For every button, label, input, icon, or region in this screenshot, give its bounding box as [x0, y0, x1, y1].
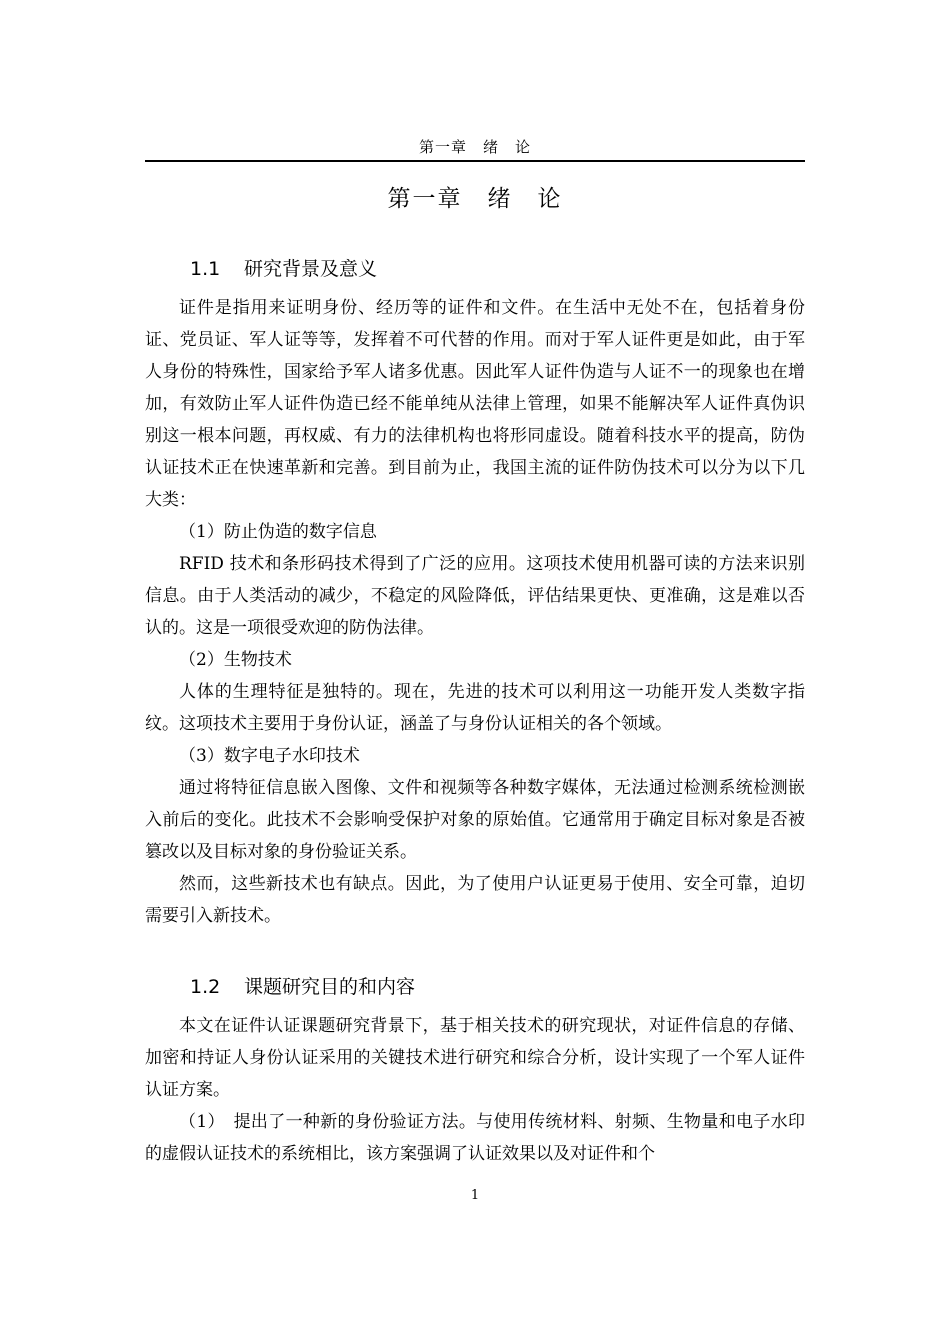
list-heading: （1）防止伪造的数字信息	[179, 522, 377, 542]
section-title: 研究背景及意义	[244, 258, 378, 280]
running-header: 第一章 绪 论	[418, 138, 531, 156]
section-heading-1-2	[190, 972, 415, 999]
paragraph: 人体的生理特征是独特的。现在，先进的技术可以利用这一功能开发人类数字指纹。这项技术主要用于身份认证，涵盖了与身份认证相关的各个领域。	[145, 682, 805, 734]
section-number: 1.2	[190, 976, 221, 998]
paragraph: 本文在证件认证课题研究背景下，基于相关技术的研究现状，对证件信息的存储、加密和持证人身份认证采用的关键技术进行研究和综合分析，设计实现了一个军人证件认证方案。	[145, 1016, 805, 1100]
section-title: 课题研究目的和内容	[244, 976, 416, 998]
page-number: 1	[470, 1188, 480, 1203]
header-rule	[145, 160, 805, 162]
paragraph: 然而，这些新技术也有缺点。因此，为了使用户认证更易于使用、安全可靠，迫切需要引入新技术。	[145, 874, 805, 926]
section-1-1-body	[145, 292, 805, 932]
list-heading: （2）生物技术	[179, 650, 292, 670]
paragraph: （1） 提出了一种新的身份验证方法。与使用传统材料、射频、生物量和电子水印的虚假认证技术的系统相比，该方案强调了认证效果以及对证件和个	[145, 1112, 805, 1164]
paragraph: RFID 技术和条形码技术得到了广泛的应用。这项技术使用机器可读的方法来识别信息。由于人类活动的减少，不稳定的风险降低，评估结果更快、更准确，这是难以否认的。这是一项很受欢迎的防伪法律。	[145, 554, 805, 638]
section-number: 1.1	[190, 258, 221, 280]
section-heading-1-1	[190, 254, 377, 281]
paragraph: 通过将特征信息嵌入图像、文件和视频等各种数字媒体，无法通过检测系统检测嵌入前后的变化。此技术不会影响受保护对象的原始值。它通常用于确定目标对象是否被篡改以及目标对象的身份验证关系。	[145, 778, 805, 862]
section-1-2-body	[145, 1010, 805, 1170]
list-heading: （3）数字电子水印技术	[179, 746, 360, 766]
chapter-title: 第一章 绪 论	[387, 186, 563, 212]
paragraph: 证件是指用来证明身份、经历等的证件和文件。在生活中无处不在，包括着身份证、党员证、军人证等等，发挥着不可代替的作用。而对于军人证件更是如此，由于军人身份的特殊性，国家给予军人诸多优惠。因此军人证件伪造与人证不一的现象也在增加，有效防止军人证件伪造已经不能单纯从法律上管理，如果不能解决军人证件真伪识别这一根本问题，再权威、有力的法律机构也将形同虚设。随着科技水平的提高，防伪认证技术正在快速革新和完善。到目前为止，我国主流的证件防伪技术可以分为以下几大类：	[145, 298, 805, 510]
